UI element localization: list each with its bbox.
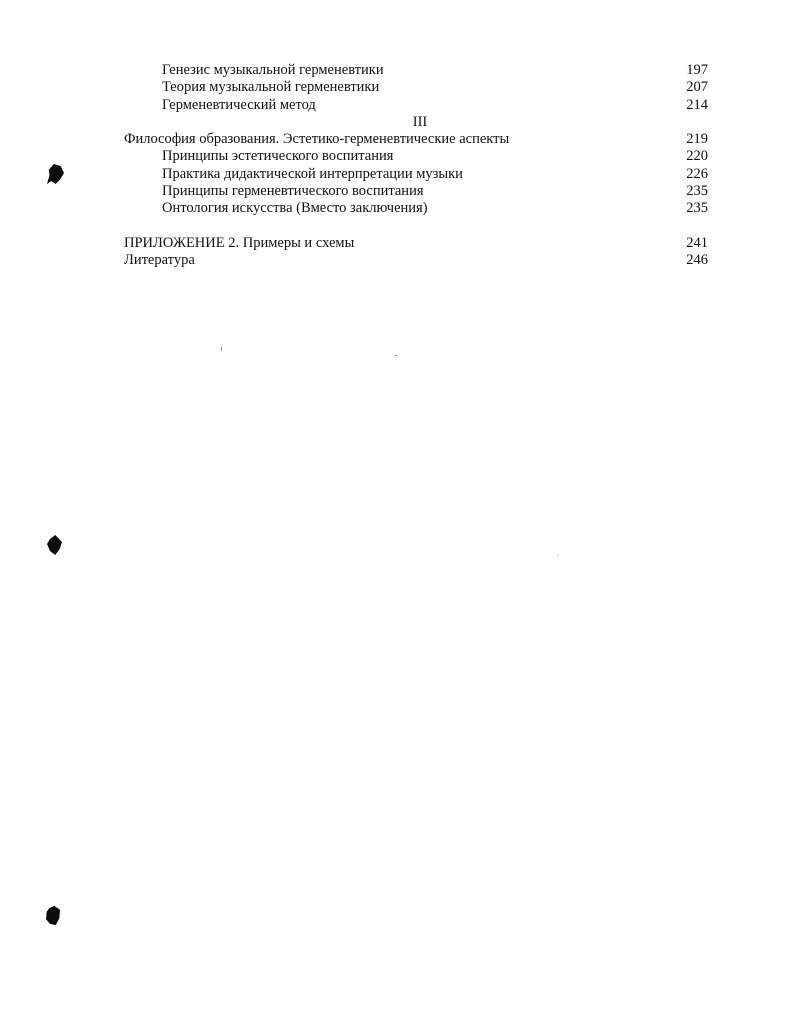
toc-entry	[124, 131, 708, 148]
spacer	[124, 218, 708, 235]
toc-entry	[124, 79, 708, 96]
binder-hole-mark	[46, 906, 60, 925]
toc-entry-page: 226	[686, 165, 708, 182]
toc-entry-page: 214	[686, 96, 708, 113]
toc-entry	[124, 97, 708, 114]
toc-entry	[124, 252, 708, 269]
toc-entry-page: 197	[686, 62, 708, 78]
toc-entry-title: Философия образования. Эстетико-герменевтические аспекты	[124, 131, 510, 148]
toc-entry	[124, 166, 708, 183]
toc-entry	[124, 235, 708, 252]
binder-hole-mark	[47, 535, 62, 555]
section-heading	[124, 114, 708, 131]
toc-entry-page: 246	[686, 252, 708, 269]
toc-entry	[124, 200, 708, 217]
toc-entry-title: Герменевтический метод	[162, 96, 316, 113]
toc-entry	[124, 62, 708, 79]
toc-entry-title: Принципы герменевтического воспитания	[162, 183, 424, 200]
toc-entry-title: Теория музыкальной герменевтики	[162, 79, 380, 96]
toc-entry-title: Практика дидактической интерпретации музыки	[162, 165, 463, 182]
toc-entry-page: 219	[686, 131, 708, 148]
toc-entry-title: Литература	[124, 252, 195, 269]
toc-entry-page: 207	[686, 79, 708, 96]
toc-entry	[124, 183, 708, 200]
toc-entry-page: 220	[686, 148, 708, 165]
toc-entry	[124, 148, 708, 165]
toc-entry-page: 235	[686, 200, 708, 217]
toc-entry-page: 241	[686, 234, 708, 251]
scan-speck	[557, 555, 558, 556]
scan-speck	[221, 347, 222, 351]
section-number: III	[412, 113, 428, 130]
toc-entry-title: Онтология искусства (Вместо заключения)	[162, 200, 428, 217]
scan-speck	[395, 355, 397, 356]
table-of-contents	[124, 62, 708, 270]
binder-hole-mark	[47, 164, 64, 184]
toc-entry-page: 235	[686, 183, 708, 200]
toc-entry-title: Принципы эстетического воспитания	[162, 148, 394, 165]
toc-entry-title: Генезис музыкальной герменевтики	[162, 62, 384, 78]
toc-entry-title: ПРИЛОЖЕНИЕ 2. Примеры и схемы	[124, 234, 355, 251]
